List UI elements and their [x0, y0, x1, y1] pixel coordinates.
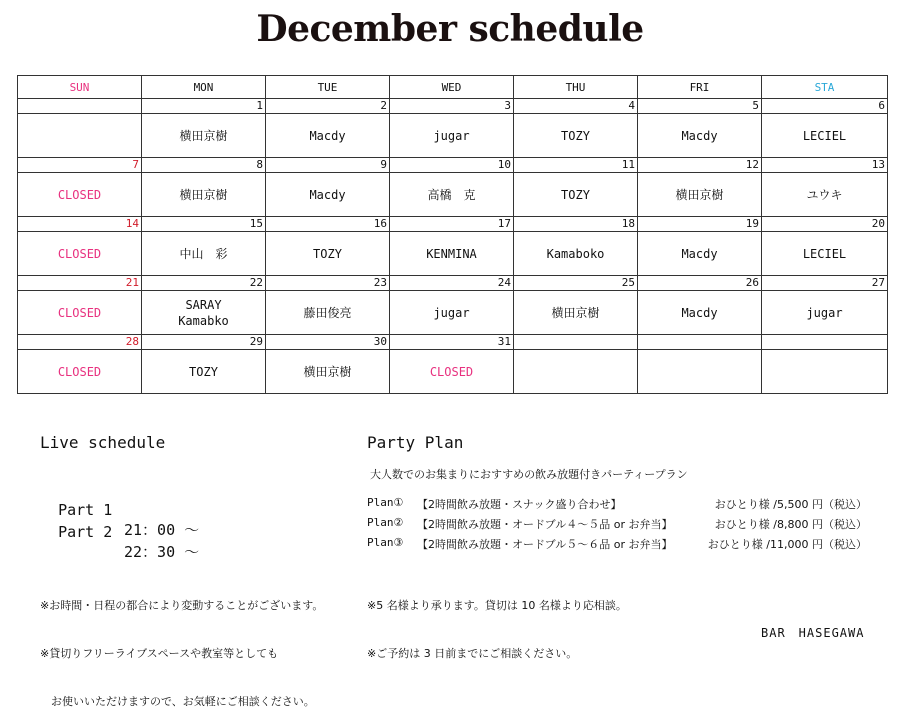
performer-cell: 横田京樹 [514, 291, 638, 335]
date-number: 11 [514, 158, 638, 173]
weekday-header: FRI [638, 76, 762, 99]
date-number: 25 [514, 276, 638, 291]
date-number-row [18, 335, 888, 350]
date-number: 28 [18, 335, 142, 350]
performer-cell: Macdy [638, 114, 762, 158]
plan-label: Plan③ [367, 536, 404, 549]
weekday-header: MON [142, 76, 266, 99]
performer-cell: jugar [390, 114, 514, 158]
weekday-header: TUE [266, 76, 390, 99]
live-note: ※貸切りフリーライブスペースや教室等としても [40, 647, 279, 660]
date-number: 18 [514, 217, 638, 232]
date-number: 5 [638, 99, 762, 114]
date-number: 3 [390, 99, 514, 114]
live-note: お使いいただけますので、お気軽にご相談ください。 [40, 695, 315, 708]
closed-label: CLOSED [18, 350, 142, 394]
date-number: 17 [390, 217, 514, 232]
page-title: December schedule [256, 8, 644, 50]
performer-cell: Macdy [266, 173, 390, 217]
event-row [18, 291, 888, 335]
event-row [18, 350, 888, 394]
date-number [514, 335, 638, 350]
closed-label: CLOSED [390, 350, 514, 394]
plan-price: おひとり様 /8,800 円（税込） [714, 518, 867, 531]
live-note: ※お時間・日程の都合により変動することがございます。 [40, 599, 324, 612]
performer-cell: 横田京樹 [142, 114, 266, 158]
date-number [18, 99, 142, 114]
date-number-row [18, 99, 888, 114]
date-number: 7 [18, 158, 142, 173]
performer-cell [18, 114, 142, 158]
calendar-table [17, 75, 888, 394]
performer-cell: 横田京樹 [638, 173, 762, 217]
date-number: 27 [762, 276, 888, 291]
plan-price: おひとり様 /11,000 円（税込） [707, 538, 867, 551]
date-number: 8 [142, 158, 266, 173]
live-part-time: 22：30 ～ [124, 543, 200, 561]
date-number: 13 [762, 158, 888, 173]
performer-cell [762, 350, 888, 394]
live-part-label: Part 2 [58, 523, 113, 541]
performer-cell: Macdy [638, 291, 762, 335]
plan-description: 【2時間飲み放題・オードブル４～５品 or お弁当】 [417, 518, 673, 531]
performer-cell: 横田京樹 [266, 350, 390, 394]
plan-label: Plan① [367, 496, 404, 509]
performer-cell: LECIEL [762, 232, 888, 276]
event-row [18, 173, 888, 217]
performer-cell: SARAY Kamabko [142, 291, 266, 335]
weekday-header: THU [514, 76, 638, 99]
bar-name: BAR HASEGAWA [761, 626, 865, 640]
date-number: 15 [142, 217, 266, 232]
weekday-header: WED [390, 76, 514, 99]
date-number-row [18, 276, 888, 291]
party-plan-title: Party Plan [367, 433, 464, 452]
weekday-header: STA [762, 76, 888, 99]
date-number: 1 [142, 99, 266, 114]
performer-cell [514, 350, 638, 394]
date-number: 26 [638, 276, 762, 291]
date-number: 31 [390, 335, 514, 350]
performer-cell: 中山 彩 [142, 232, 266, 276]
performer-cell: Macdy [638, 232, 762, 276]
performer-cell: 高橋 克 [390, 173, 514, 217]
live-part-time: 21：00 ～ [124, 521, 200, 539]
weekday-header: SUN [18, 76, 142, 99]
live-notes [40, 566, 323, 726]
date-number: 30 [266, 335, 390, 350]
date-number: 10 [390, 158, 514, 173]
performer-cell: jugar [390, 291, 514, 335]
performer-cell: TOZY [142, 350, 266, 394]
performer-cell: KENMINA [390, 232, 514, 276]
date-number-row [18, 217, 888, 232]
event-row [18, 114, 888, 158]
performer-cell: TOZY [514, 114, 638, 158]
party-note: ※ご予約は 3 日前までにご相談ください。 [367, 647, 578, 660]
plan-description: 【2時間飲み放題・スナック盛り合わせ】 [417, 498, 622, 511]
plan-description: 【2時間飲み放題・オードブル５～６品 or お弁当】 [417, 538, 673, 551]
performer-cell: 藤田俊亮 [266, 291, 390, 335]
date-number: 9 [266, 158, 390, 173]
date-number: 21 [18, 276, 142, 291]
date-number: 14 [18, 217, 142, 232]
performer-cell: TOZY [266, 232, 390, 276]
date-number: 23 [266, 276, 390, 291]
date-number: 29 [142, 335, 266, 350]
plan-label: Plan② [367, 516, 404, 529]
plan-price: おひとり様 /5,500 円（税込） [714, 498, 867, 511]
party-note: ※5 名様より承ります。貸切は 10 名様より応相談。 [367, 599, 627, 612]
date-number: 2 [266, 99, 390, 114]
date-number: 4 [514, 99, 638, 114]
performer-cell: LECIEL [762, 114, 888, 158]
performer-cell: jugar [762, 291, 888, 335]
closed-label: CLOSED [18, 173, 142, 217]
party-plan-subtitle: 大人数でのお集まりにおすすめの飲み放題付きパーティープラン [370, 468, 688, 481]
closed-label: CLOSED [18, 291, 142, 335]
performer-cell: Kamaboko [514, 232, 638, 276]
live-part-label: Part 1 [58, 501, 113, 519]
performer-cell: Macdy [266, 114, 390, 158]
date-number: 24 [390, 276, 514, 291]
closed-label: CLOSED [18, 232, 142, 276]
date-number: 16 [266, 217, 390, 232]
party-notes [367, 566, 627, 678]
performer-cell [638, 350, 762, 394]
event-row [18, 232, 888, 276]
date-number [638, 335, 762, 350]
date-number-row [18, 158, 888, 173]
date-number: 20 [762, 217, 888, 232]
performer-cell: TOZY [514, 173, 638, 217]
date-number: 22 [142, 276, 266, 291]
performer-cell: 横田京樹 [142, 173, 266, 217]
date-number: 19 [638, 217, 762, 232]
weekday-header-row [18, 76, 888, 99]
live-schedule-title: Live schedule [40, 433, 166, 452]
performer-cell: ユウキ [762, 173, 888, 217]
date-number: 12 [638, 158, 762, 173]
date-number: 6 [762, 99, 888, 114]
date-number [762, 335, 888, 350]
